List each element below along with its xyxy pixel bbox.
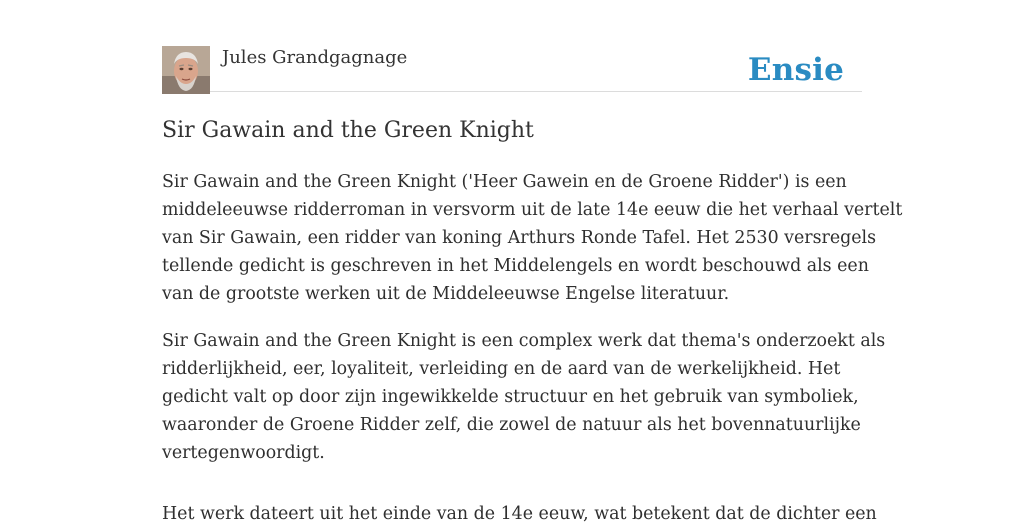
paragraph — [162, 327, 886, 467]
author-avatar[interactable] — [162, 46, 210, 94]
text-line: Het werk dateert uit het einde van de 14e eeuw, wat betekent dat de dichter een — [162, 504, 877, 524]
text-line: middeleeuwse ridderroman in versvorm uit de late 14e eeuw die het verhaal vertelt — [162, 200, 903, 220]
text-line: ridderlijkheid, eer, loyaliteit, verleiding en de aard van de werkelijkheid. Het — [162, 359, 841, 379]
paragraph — [162, 168, 903, 308]
paragraph — [162, 500, 877, 528]
text-line: vertegenwoordigt. — [162, 443, 325, 463]
article-title: Sir Gawain and the Green Knight — [162, 118, 534, 143]
page-header — [162, 0, 862, 92]
author-name[interactable]: Jules Grandgagnage — [222, 47, 408, 68]
brand-logo[interactable]: Ensie — [747, 52, 844, 88]
text-line: van Sir Gawain, een ridder van koning Arthurs Ronde Tafel. Het 2530 versregels — [162, 228, 877, 248]
text-line: waaronder de Groene Ridder zelf, die zowel de natuur als het bovennatuurlijke — [162, 415, 861, 435]
text-line: Sir Gawain and the Green Knight is een complex werk dat thema's onderzoekt als — [162, 331, 886, 351]
text-line: van de grootste werken uit de Middeleeuwse Engelse literatuur. — [162, 284, 730, 304]
text-line: gedicht valt op door zijn ingewikkelde structuur en het gebruik van symboliek, — [162, 387, 859, 407]
article-body — [162, 168, 903, 528]
text-line: tellende gedicht is geschreven in het Middelengels en wordt beschouwd als een — [162, 256, 869, 276]
text-line: Sir Gawain and the Green Knight ('Heer Gawein en de Groene Ridder') is een — [162, 172, 847, 192]
article-page — [162, 0, 903, 524]
author-portrait-icon — [162, 46, 210, 94]
